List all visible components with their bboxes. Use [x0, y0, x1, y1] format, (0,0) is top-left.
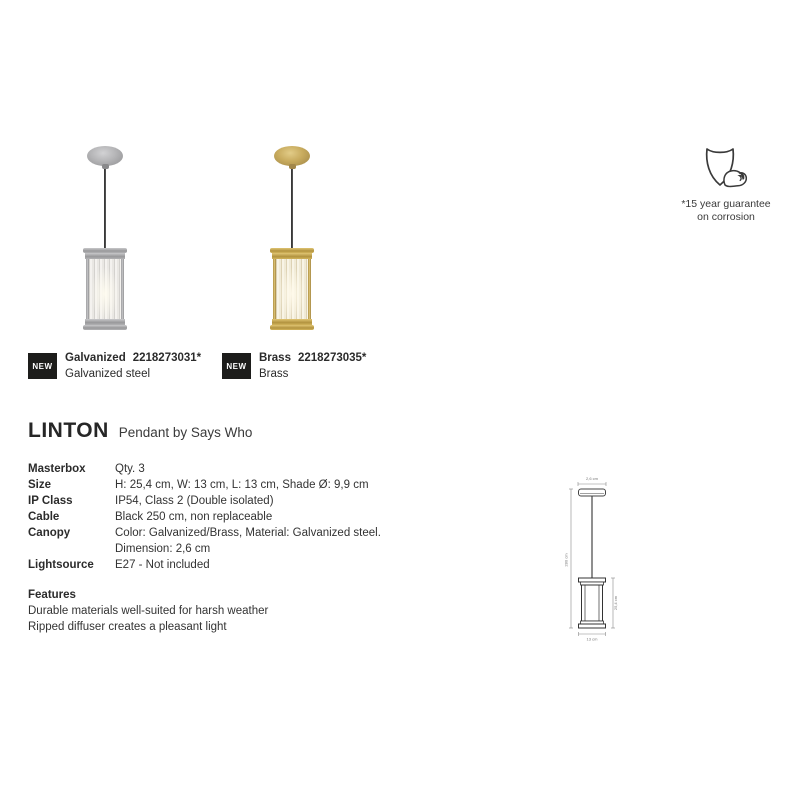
- variant-name: Brass: [259, 352, 291, 364]
- ribbed-glass-diffuser: [274, 259, 310, 319]
- guarantee-line2: on corrosion: [697, 210, 755, 223]
- shade-bottom-flange: [83, 325, 127, 330]
- variant-label-galvanized: [28, 351, 201, 382]
- dim-top-label: 2,6 cm: [585, 476, 599, 481]
- guarantee-line1: *15 year guarantee: [681, 198, 771, 210]
- spec-label: Masterbox: [28, 463, 86, 475]
- shield-wave-icon: [697, 144, 755, 194]
- spec-label: [28, 541, 115, 557]
- frame-post: [86, 259, 89, 319]
- spec-label: Cable: [28, 511, 60, 523]
- spec-label: IP Class: [28, 495, 73, 507]
- lamp-canopy: [87, 146, 123, 166]
- variant-sku: 2218273035*: [297, 352, 367, 364]
- shade-bottom-flange: [270, 325, 314, 330]
- features-block: [28, 587, 268, 635]
- guarantee-block: [664, 144, 788, 223]
- frame-post: [308, 259, 311, 319]
- galvanized-pendant-image: [83, 146, 127, 330]
- variant-sku: 2218273031*: [132, 352, 202, 364]
- brass-pendant-image: [270, 146, 314, 330]
- canopy-hub: [102, 164, 109, 169]
- variant-material: Galvanized steel: [65, 367, 151, 380]
- variant-label-brass: [222, 351, 366, 382]
- variant-name-row: [65, 351, 201, 367]
- new-badge: NEW: [222, 353, 251, 379]
- dim-left-label: 280 cm: [563, 553, 569, 567]
- variant-name-row: [259, 351, 366, 367]
- spec-label: Lightsource: [28, 559, 94, 571]
- lamp-cable: [104, 166, 106, 248]
- spec-value: Dimension: 2,6 cm: [115, 543, 211, 555]
- dim-right-label: 25,4 cm: [613, 595, 618, 611]
- features-heading: Features: [28, 589, 76, 601]
- new-badge: NEW: [28, 353, 57, 379]
- spec-label: Canopy: [28, 527, 71, 539]
- spec-value: H: 25,4 cm, W: 13 cm, L: 13 cm, Shade Ø: 9,9 cm: [115, 479, 369, 491]
- spec-value: Qty. 3: [115, 463, 145, 475]
- variant-material: Brass: [259, 367, 289, 380]
- feature-item: Durable materials well-suited for harsh weather: [28, 605, 269, 617]
- canopy-hub: [289, 164, 296, 169]
- variant-name: Galvanized: [65, 352, 126, 364]
- spec-value: IP54, Class 2 (Double isolated): [115, 495, 274, 507]
- product-subtitle: Pendant by Says Who: [118, 425, 253, 440]
- feature-item: Ripped diffuser creates a pleasant light: [28, 621, 227, 633]
- spec-value: Color: Galvanized/Brass, Material: Galvanized steel.: [115, 527, 381, 539]
- spec-label: Size: [28, 479, 52, 491]
- lamp-canopy: [274, 146, 310, 166]
- spec-value: E27 - Not included: [115, 559, 210, 571]
- dimension-drawing: [552, 468, 642, 643]
- ribbed-glass-diffuser: [87, 259, 123, 319]
- spec-value: Black 250 cm, non replaceable: [115, 511, 273, 523]
- lamp-cable: [291, 166, 293, 248]
- lamp-shade: [83, 248, 127, 330]
- frame-post: [121, 259, 124, 319]
- lamp-shade: [270, 248, 314, 330]
- spec-table: [28, 461, 448, 573]
- dim-bottom-label: 13 cm: [586, 636, 598, 642]
- frame-post: [273, 259, 276, 319]
- product-title: [28, 419, 252, 443]
- guarantee-text: [664, 198, 788, 223]
- product-name: LINTON: [28, 419, 109, 442]
